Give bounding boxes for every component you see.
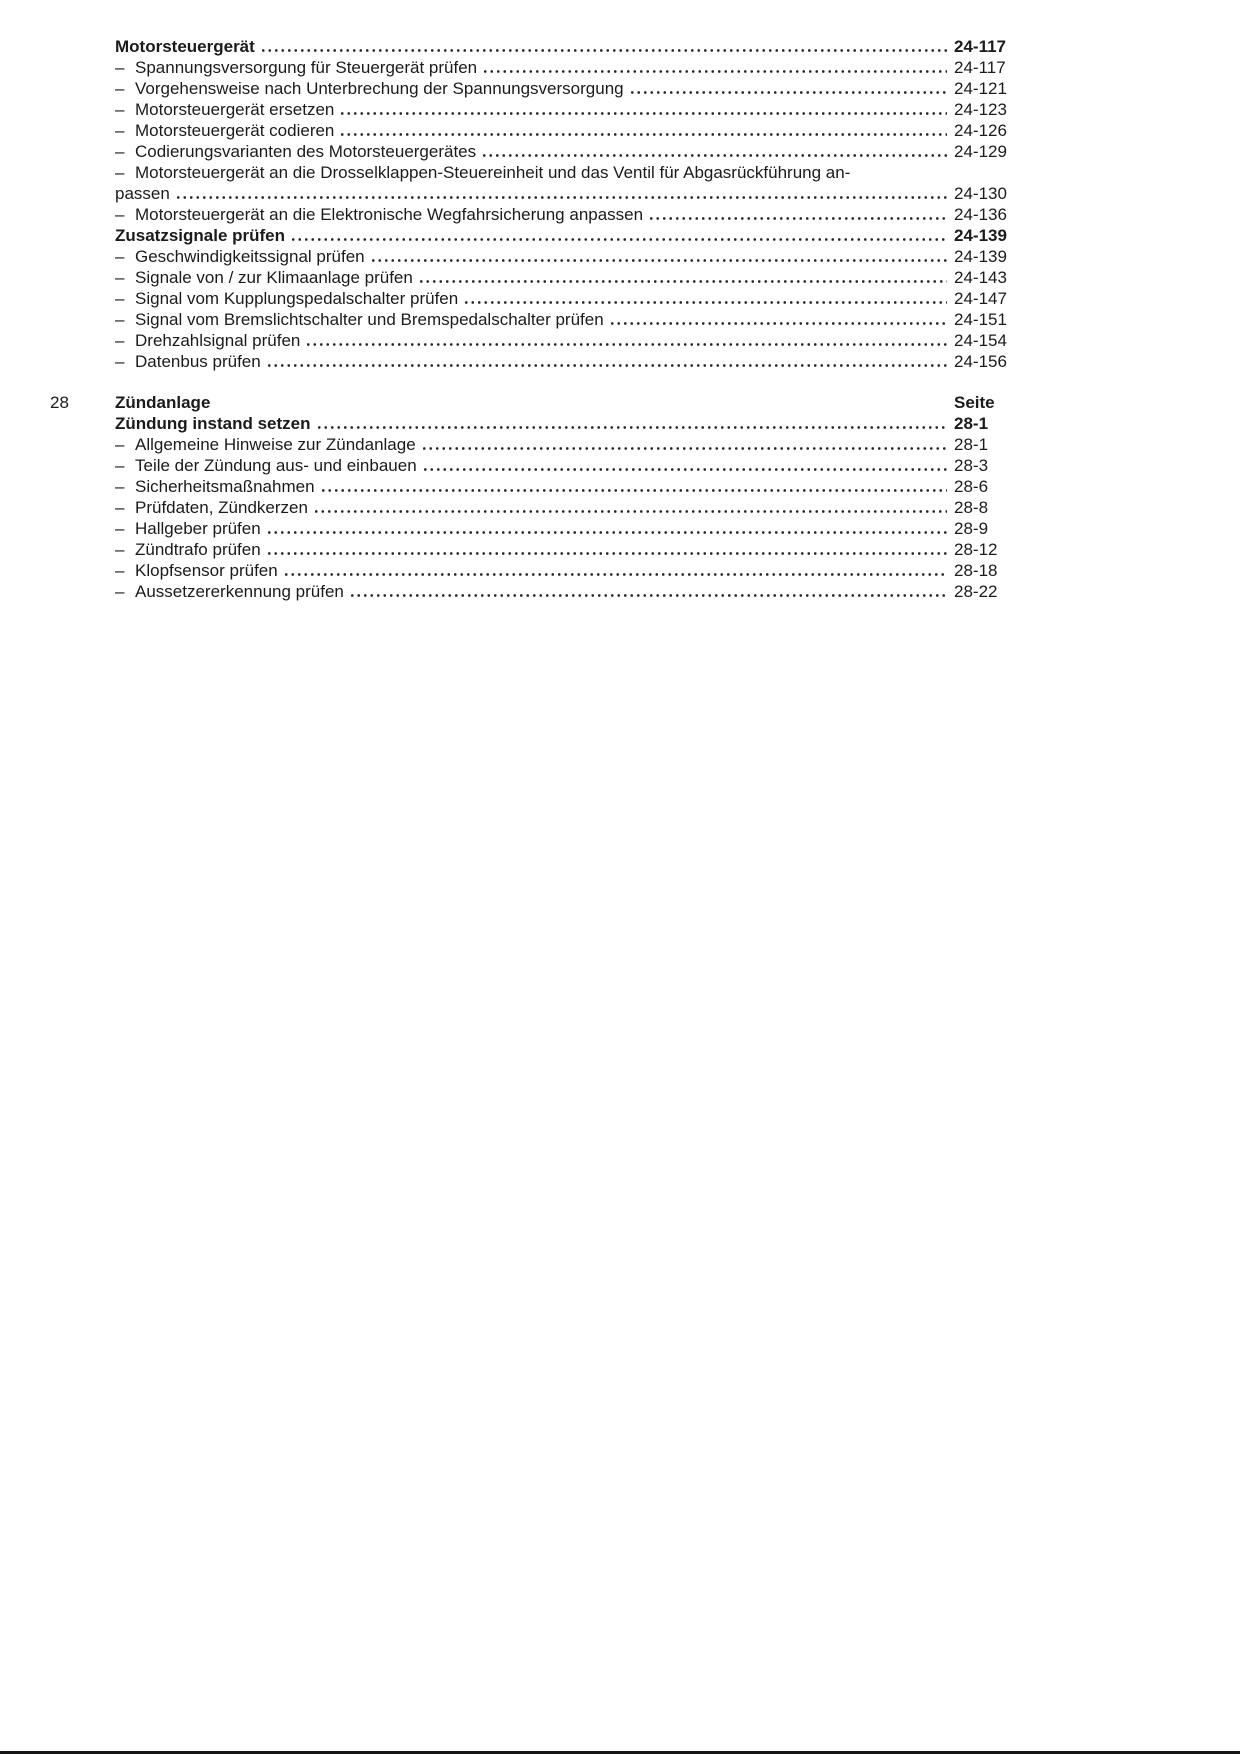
toc-leader-dots [260, 48, 947, 53]
toc-entry [115, 120, 1020, 141]
list-dash-icon: – [115, 331, 125, 350]
toc-entry [115, 99, 1020, 120]
toc-entry [115, 183, 1020, 204]
toc-entry-label: Geschwindigkeitssignal prüfen [135, 247, 365, 266]
toc-entry-label: Codierungsvarianten des Motorsteuergerätes [135, 142, 477, 161]
toc-entry-label: Motorsteuergerät codieren [135, 121, 335, 140]
list-dash-icon: – [115, 163, 125, 182]
list-dash-icon: – [115, 540, 125, 559]
list-dash-icon: – [115, 519, 125, 538]
toc-entry-page: 24-154 [954, 331, 1007, 350]
toc-leader-dots [648, 216, 947, 221]
toc-entry-label: Signale von / zur Klimaanlage prüfen [135, 268, 413, 287]
list-dash-icon: – [115, 58, 125, 77]
toc-entry [115, 330, 1020, 351]
toc-entry-page: 24-129 [954, 142, 1007, 161]
toc-entry-page: 28-1 [954, 414, 989, 433]
toc-entry-page: 28-22 [954, 582, 998, 601]
toc-entry-label: Signal vom Kupplungspedalschalter prüfen [135, 289, 459, 308]
toc-entry [115, 455, 1020, 476]
toc-entry [115, 497, 1020, 518]
list-dash-icon: – [115, 247, 125, 266]
toc-leader-dots [320, 488, 947, 493]
toc-leader-dots [463, 300, 947, 305]
list-dash-icon: – [115, 561, 125, 580]
toc-entry [115, 518, 1020, 539]
list-dash-icon: – [115, 352, 125, 371]
list-dash-icon: – [115, 310, 125, 329]
toc-leader-dots [421, 446, 947, 451]
toc-entry-label: Hallgeber prüfen [135, 519, 261, 538]
toc-leader-dots [266, 530, 947, 535]
toc-entry [115, 204, 1020, 225]
toc-entry-label: Datenbus prüfen [135, 352, 261, 371]
list-dash-icon: – [115, 456, 125, 475]
list-dash-icon: – [115, 498, 125, 517]
toc-entry-label: Zündtrafo prüfen [135, 540, 261, 559]
toc-leader-dots [609, 321, 947, 326]
toc-leader-dots [349, 593, 947, 598]
toc-leader-dots [290, 237, 947, 242]
toc-entry-page: 24-147 [954, 289, 1007, 308]
toc-entry [115, 78, 1020, 99]
toc-entry [115, 267, 1020, 288]
toc-entry-label: Sicherheitsmaßnahmen [135, 477, 315, 496]
toc-section-chapter-28 [50, 392, 1020, 602]
toc-entry-label: Drehzahlsignal prüfen [135, 331, 301, 350]
toc-entry-page: 24-136 [954, 205, 1007, 224]
toc-leader-dots [422, 467, 947, 472]
list-dash-icon: – [115, 582, 125, 601]
list-dash-icon: – [115, 205, 125, 224]
toc-entry-label: Aussetzererkennung prüfen [135, 582, 344, 601]
toc-leader-dots [482, 69, 947, 74]
toc-entry-page: 28-6 [954, 477, 989, 496]
toc-entry-page: 24-130 [954, 184, 1007, 203]
toc-entry [115, 413, 1020, 434]
toc-leader-dots [370, 258, 947, 263]
toc-entry-page: 24-121 [954, 79, 1007, 98]
toc-entry-label: Signal vom Bremslichtschalter und Bremspedalschalter prüfen [135, 310, 604, 329]
toc-entry-page: 24-139 [954, 247, 1007, 266]
toc-entry-page: 24-126 [954, 121, 1007, 140]
toc-entry-page: 24-117 [954, 58, 1006, 77]
toc-entry-label: passen [115, 184, 170, 203]
toc-leader-dots [283, 572, 947, 577]
toc-entry [115, 309, 1020, 330]
toc-entry [115, 225, 1020, 246]
toc-entry-label: Zündung instand setzen [115, 414, 311, 433]
toc-entry-page: 28-12 [954, 540, 998, 559]
toc-entry-page: 24-123 [954, 100, 1007, 119]
list-dash-icon: – [115, 477, 125, 496]
toc-leader-dots [266, 363, 947, 368]
toc-entry [115, 560, 1020, 581]
toc-leader-dots [175, 195, 947, 200]
toc-section-chapter-24-continuation [115, 36, 1020, 372]
toc-entry-label: Spannungsversorgung für Steuergerät prüfen [135, 58, 478, 77]
toc-entry-page: 24-117 [954, 37, 1006, 56]
list-dash-icon: – [115, 79, 125, 98]
toc-leader-dots [316, 425, 948, 430]
toc-entry-label: Motorsteuergerät an die Drosselklappen-Steuereinheit und das Ventil für Abgasrückführung an- [135, 163, 851, 182]
toc-entry-page: 28-8 [954, 498, 989, 517]
toc-entry-page: 24-151 [954, 310, 1007, 329]
toc-entry-label: Zusatzsignale prüfen [115, 226, 286, 245]
toc-leader-dots [305, 342, 947, 347]
toc-entry-label: Motorsteuergerät [115, 37, 255, 56]
toc-entry [115, 141, 1020, 162]
list-dash-icon: – [115, 142, 125, 161]
list-dash-icon: – [115, 289, 125, 308]
toc-entry-page: 28-1 [954, 435, 989, 454]
toc-leader-dots [339, 132, 947, 137]
toc-leader-dots [339, 111, 947, 116]
toc-entry-label: Klopfsensor prüfen [135, 561, 278, 580]
toc-entry [115, 36, 1020, 57]
toc-entry-label: Vorgehensweise nach Unterbrechung der Spannungsversorgung [135, 79, 624, 98]
list-dash-icon: – [115, 100, 125, 119]
toc-entry-page: 24-139 [954, 226, 1007, 245]
toc-entry-page: 28-9 [954, 519, 989, 538]
toc-entry [115, 162, 1020, 183]
list-dash-icon: – [115, 268, 125, 287]
page-column-header: Seite [954, 393, 995, 412]
toc-entry [115, 476, 1020, 497]
chapter-header [50, 392, 1020, 413]
toc-entry-page: 28-3 [954, 456, 989, 475]
toc-leader-dots [481, 153, 947, 158]
toc-leader-dots [629, 90, 947, 95]
toc-entry [115, 288, 1020, 309]
toc-leader-dots [313, 509, 947, 514]
toc-entry [115, 581, 1020, 602]
toc-entry [115, 434, 1020, 455]
chapter-number: 28 [50, 393, 69, 412]
toc-entry [115, 351, 1020, 372]
toc-entry-label: Motorsteuergerät ersetzen [135, 100, 335, 119]
chapter-title: Zündanlage [115, 393, 211, 412]
toc-entry-label: Motorsteuergerät an die Elektronische Wegfahrsicherung anpassen [135, 205, 644, 224]
toc-entries [115, 413, 1020, 602]
toc-entry [115, 539, 1020, 560]
toc-entry-page: 28-18 [954, 561, 998, 580]
toc-entry-page: 24-143 [954, 268, 1007, 287]
toc-entry-label: Teile der Zündung aus- und einbauen [135, 456, 417, 475]
toc-entries [115, 36, 1020, 372]
toc-leader-dots [266, 551, 947, 556]
toc-entry-label: Allgemeine Hinweise zur Zündanlage [135, 435, 416, 454]
list-dash-icon: – [115, 121, 125, 140]
list-dash-icon: – [115, 435, 125, 454]
toc-entry [115, 246, 1020, 267]
toc-leader-dots [418, 279, 947, 284]
toc-entry-page: 24-156 [954, 352, 1007, 371]
toc-entry [115, 57, 1020, 78]
toc-entry-label: Prüfdaten, Zündkerzen [135, 498, 308, 517]
